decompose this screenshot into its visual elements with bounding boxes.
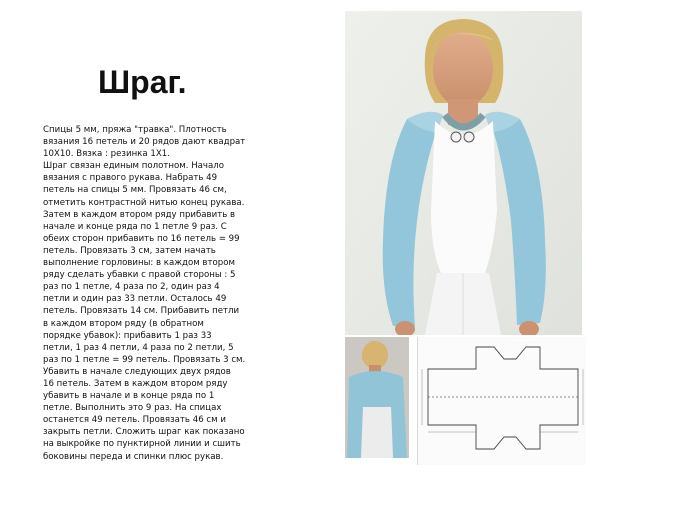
- model-photo-main: [345, 11, 582, 335]
- instruction-line: раз по 1 петле, 4 раза по 2, один раз 4: [43, 282, 220, 293]
- instruction-line: петель. Провязать 14 см. Прибавить петли: [43, 306, 240, 317]
- shrug-pattern-diagram: [417, 337, 586, 465]
- instruction-line: Спицы 5 мм, пряжа "травка". Плотность: [43, 125, 227, 135]
- instruction-line: боковины переда и спинки плюс рукав.: [43, 451, 224, 462]
- instruction-line: Убавить в начале следующих двух рядов: [43, 366, 231, 377]
- pattern-schematic: [418, 337, 586, 465]
- instruction-line: убавить в начале и в конце ряда по 1: [43, 391, 215, 402]
- instruction-line: петель на спицы 5 мм. Провязать 46 см,: [43, 185, 227, 196]
- model-illustration: [345, 11, 582, 335]
- model-back-illustration: [345, 337, 409, 458]
- model-photo-back: [345, 337, 409, 458]
- instruction-line: петле. Выполнить это 9 раз. На спицах: [43, 403, 222, 414]
- instruction-line: петли, 1 раз 4 петли, 4 раза по 2 петли, 5: [43, 342, 234, 353]
- instruction-line: вязания с правого рукава. Набрать 49: [43, 173, 218, 184]
- instruction-line: порядке убавок): прибавить 1 раз 33: [43, 330, 212, 341]
- instruction-line: вязания 16 петель и 20 рядов дают квадрат: [43, 137, 246, 148]
- instruction-line: петли и один раз 33 петли. Осталось 49: [43, 294, 227, 305]
- instruction-line: петель. Провязать 3 см, затем начать: [43, 245, 216, 256]
- instruction-line: обеих сторон прибавить по 16 петель = 99: [43, 233, 240, 244]
- instruction-line: 10Х10. Вязка : резинка 1Х1.: [43, 149, 170, 160]
- instruction-line: Затем в каждом втором ряду прибавить в: [43, 209, 236, 220]
- instruction-line: Шраг связан единым полотном. Начало: [43, 161, 225, 172]
- instruction-line: закрыть петли. Сложить шраг как показано: [43, 427, 245, 438]
- instruction-line: ряду сделать убавки с правой стороны : 5: [43, 270, 236, 281]
- instruction-line: в каждом втором ряду (в обратном: [43, 318, 204, 329]
- instruction-line: на выкройке по пунктирной линии и сшить: [43, 439, 241, 450]
- instruction-line: начале и конце ряда по 1 петле 9 раз. С: [43, 221, 227, 232]
- instruction-line: останется 49 петель. Провязать 46 см и: [43, 415, 226, 426]
- instruction-line: выполнение горловины: в каждом втором: [43, 258, 235, 269]
- instruction-line: 16 петель. Затем в каждом втором ряду: [43, 378, 228, 389]
- instruction-line: отметить контрастной нитью конец рукава.: [43, 197, 245, 208]
- instruction-line: раз по 1 петле = 99 петель. Провязать 3 см.: [43, 354, 246, 365]
- page-title: Шраг.: [98, 64, 187, 100]
- pattern-instructions: [43, 124, 273, 463]
